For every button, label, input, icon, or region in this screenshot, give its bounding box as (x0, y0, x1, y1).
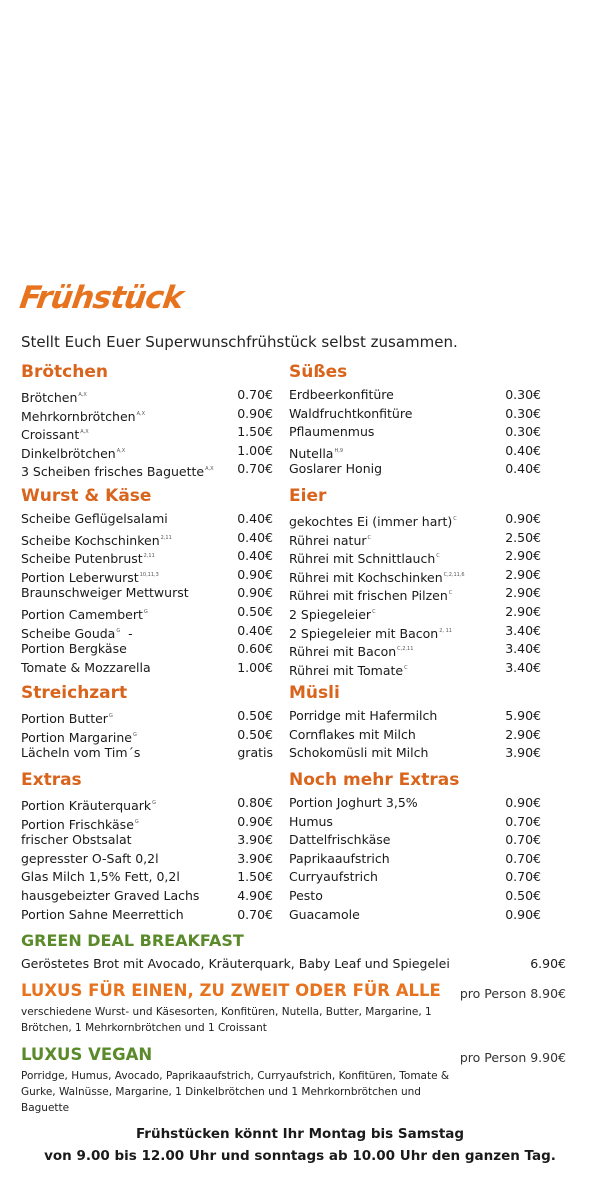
menu-item-price: 3.90€ (237, 850, 273, 866)
menu-item-name (21, 460, 214, 481)
luxus-price: pro Person 8.90€ (459, 986, 566, 1001)
menu-item-price: 0.50€ (237, 708, 273, 723)
menu-item-price: 0.40€ (237, 622, 273, 638)
item-name-text: Braunschweiger Mettwurst (21, 585, 189, 601)
item-name-text: Scheibe Geflügelsalami (21, 511, 168, 526)
green-deal-heading: GREEN DEAL BREAKFAST (21, 931, 244, 950)
menu-item (289, 460, 541, 478)
item-name-text: Dinkelbrötchen (21, 445, 116, 461)
menu-item-price: 1.00€ (237, 659, 273, 675)
allergen-codes: G (108, 713, 113, 719)
allergen-codes: A,X (116, 447, 126, 454)
item-name-text: 2 Spiegeleier (289, 607, 372, 622)
allergen-codes: 10,11,3 (139, 571, 159, 578)
menu-item-price: 0.70€ (505, 869, 541, 885)
menu-item-price: 1.50€ (237, 869, 273, 885)
menu-title: Frühstück (17, 280, 186, 316)
item-name-text: Portion Kräuterquark (21, 798, 152, 813)
item-name-text: Rührei mit Kochschinken (289, 569, 443, 585)
menu-item-price: 0.30€ (505, 424, 541, 440)
menu-item (289, 566, 541, 584)
menu-item-name (289, 744, 428, 762)
item-name-text: Pesto (289, 888, 323, 903)
item-name-text: Croissant (21, 427, 80, 443)
right-column (289, 362, 541, 922)
menu-item-price: 0.70€ (505, 832, 541, 848)
menu-item (21, 794, 273, 812)
menu-item (21, 659, 273, 677)
menu-item-price: 0.40€ (237, 548, 273, 564)
menu-item (21, 813, 273, 831)
item-name-text: Lächeln vom Tim´s (21, 745, 141, 761)
menu-item-name (289, 850, 390, 868)
item-name-text: Portion Bergkäse (21, 641, 127, 657)
footer-hours-line1: Frühstücken könnt Ihr Montag bis Samstag (135, 1126, 465, 1142)
menu-item-price: 0.70€ (237, 906, 273, 922)
item-name-text: gepresster O-Saft 0,2l (21, 850, 159, 866)
item-name-text: frischer Obstsalat (21, 832, 132, 848)
menu-item (289, 640, 541, 658)
allergen-codes: G (143, 609, 148, 615)
menu-item-price: 1.00€ (237, 442, 273, 458)
allergen-codes: C,2,11 (397, 646, 414, 653)
item-name-text: Rührei mit frischen Pilzen (289, 588, 448, 604)
menu-item-name (289, 906, 360, 924)
menu-item-name (289, 659, 408, 680)
item-name-text: Portion Margarine (21, 729, 132, 745)
item-name-text: hausgebeizter Graved Lachs (21, 888, 200, 903)
menu-item (289, 547, 541, 565)
menu-item (289, 707, 541, 725)
menu-item-name (21, 831, 132, 849)
menu-item (289, 726, 541, 744)
menu-item-name (21, 659, 151, 677)
vegan-description: Porridge, Humus, Avocado, Paprikaaufstrich, Curryaufstrich, Konfitüren, Tomate & Gurke, Walnüsse, Margarine, 1 Dinkelbrötchen und 1 Mehrkornbrötchen und Baguette (21, 1070, 450, 1114)
menu-item (289, 405, 541, 423)
allergen-codes: 2,11 (160, 534, 172, 541)
allergen-codes: A,X (80, 429, 89, 436)
menu-item (289, 794, 541, 812)
menu-item (289, 850, 541, 868)
allergen-codes: C (404, 664, 408, 671)
menu-item-name (289, 868, 378, 886)
menu-item-price: 0.90€ (505, 795, 541, 810)
menu-item-price: 2.50€ (505, 529, 541, 545)
luxus-heading: LUXUS FÜR EINEN, ZU ZWEIT ODER FÜR ALLE (21, 981, 441, 1000)
menu-item-price: 0.30€ (505, 387, 541, 402)
menu-item-price: 0.70€ (237, 387, 273, 402)
menu-item-price: 3.40€ (505, 641, 541, 657)
menu-item-price: 3.40€ (505, 659, 541, 675)
menu-item (21, 868, 273, 886)
item-name-text: Nutella (289, 445, 334, 461)
menu-item-name (21, 584, 189, 602)
menu-item-name (289, 386, 394, 404)
menu-item (21, 906, 273, 924)
allergen-codes: 2, 11 (439, 627, 452, 634)
menu-item (21, 831, 273, 849)
menu-item-price: 0.70€ (237, 461, 273, 477)
allergen-codes: C (436, 553, 440, 560)
menu-item (21, 529, 273, 547)
menu-item-price: 1.50€ (237, 424, 273, 440)
menu-item-price: 0.40€ (237, 529, 273, 545)
menu-item-price: 3.40€ (505, 622, 541, 638)
menu-item-name (289, 707, 437, 725)
menu-item-price: 2.90€ (505, 726, 541, 742)
allergen-codes: A,X (78, 392, 87, 398)
item-name-text: Scheibe Putenbrust (21, 551, 143, 567)
item-name-text: Mehrkornbrötchen (21, 408, 136, 424)
allergen-codes: C (372, 609, 376, 615)
menu-item-price: 0.90€ (237, 405, 273, 421)
luxus-description: verschiedene Wurst- und Käsesorten, Konfitüren, Nutella, Butter, Margarine, 1 Brötchen, 1 Mehrkornbrötchen und 1 Croissant (21, 1006, 432, 1034)
section-heading-eier: Eier (289, 486, 327, 506)
item-name-text: Dattelfrischkäse (289, 832, 391, 848)
menu-item (21, 423, 273, 441)
item-name-text: Porridge mit Hafermilch (289, 708, 438, 723)
menu-item-name (289, 405, 412, 423)
menu-item (289, 584, 541, 602)
section-heading-noch-mehr-extras: Noch mehr Extras (289, 770, 460, 790)
item-name-text: Rührei mit Bacon (289, 644, 397, 660)
menu-item (21, 744, 273, 762)
menu-item (21, 460, 273, 478)
menu-item (289, 831, 541, 849)
menu-item-name (289, 460, 382, 478)
item-name-text: Humus (289, 813, 333, 829)
item-name-text: Portion Frischkäse (21, 816, 134, 832)
menu-item-price: 0.50€ (237, 604, 273, 619)
menu-item-price: 0.50€ (505, 888, 541, 903)
item-name-text: Tomate & Mozzarella (21, 659, 151, 675)
allergen-codes: G (116, 627, 121, 634)
allergen-codes: G (134, 818, 139, 825)
menu-item-price: 5.90€ (505, 708, 541, 723)
menu-item-name (21, 868, 180, 886)
menu-item-price: 0.90€ (505, 906, 541, 922)
item-extra-mark: - (120, 625, 133, 641)
allergen-codes: A,X (136, 410, 146, 417)
section-heading-wurst-kaese: Wurst & Käse (21, 486, 152, 506)
menu-item (21, 707, 273, 725)
menu-item-name (289, 813, 333, 831)
allergen-codes: C (448, 590, 453, 597)
menu-item-price: 0.90€ (505, 511, 541, 526)
allergen-codes: G (132, 731, 137, 738)
menu-item-name (21, 640, 127, 658)
item-name-text: Erdbeerkonfitüre (289, 387, 394, 402)
menu-item (289, 659, 541, 677)
menu-item-name (21, 510, 168, 528)
allergen-codes: 2,11 (143, 553, 155, 560)
vegan-price: pro Person 9.90€ (459, 1050, 566, 1065)
item-name-text: Portion Butter (21, 711, 108, 726)
menu-item-price: 0.60€ (237, 641, 273, 657)
allergen-codes: C (367, 534, 372, 541)
left-column (21, 362, 273, 922)
item-name-text: Portion Joghurt 3,5% (289, 795, 418, 810)
menu-item (289, 442, 541, 460)
menu-item-price: 0.80€ (237, 795, 273, 810)
menu-item (21, 887, 273, 905)
menu-item (289, 510, 541, 528)
section-heading-streichzart: Streichzart (21, 683, 128, 703)
item-name-text: Pflaumenmus (289, 424, 375, 440)
item-name-text: Scheibe Gouda (21, 625, 116, 641)
footer-hours-line2: von 9.00 bis 12.00 Uhr und sonntags ab 10.00 Uhr den ganzen Tag. (44, 1148, 556, 1164)
menu-item-price: 4.90€ (237, 888, 273, 903)
allergen-codes: G (152, 800, 156, 806)
item-name-text: 3 Scheiben frisches Baguette (21, 464, 205, 480)
menu-item-name (21, 744, 140, 762)
menu-item (289, 529, 541, 547)
menu-item-price: 0.40€ (505, 442, 541, 458)
green-deal-description: Geröstetes Brot mit Avocado, Kräuterquark, Baby Leaf und Spiegelei (21, 956, 450, 971)
menu-item (289, 813, 541, 831)
allergen-codes: C,2,11,6 (443, 571, 465, 578)
menu-item-name (289, 423, 374, 441)
menu-item (21, 566, 273, 584)
menu-item (21, 547, 273, 565)
menu-item-name (289, 794, 418, 812)
menu-item (21, 603, 273, 621)
section-heading-suesses: Süßes (289, 362, 348, 382)
menu-item-name (21, 906, 184, 924)
menu-item (289, 906, 541, 924)
menu-item (289, 887, 541, 905)
item-name-text: Guacamole (289, 906, 360, 922)
menu-item-price: 3.90€ (237, 832, 273, 848)
item-name-text: Curryaufstrich (289, 869, 378, 885)
menu-item (21, 510, 273, 528)
item-name-text: Portion Sahne Meerrettich (21, 906, 184, 922)
menu-item-price: 0.40€ (237, 511, 273, 526)
menu-item-price: gratis (237, 745, 273, 761)
menu-item-price: 0.40€ (505, 461, 541, 477)
item-name-text: Paprikaaufstrich (289, 850, 390, 866)
menu-item-price: 0.50€ (237, 726, 273, 742)
menu-item (21, 386, 273, 404)
item-name-text: Brötchen (21, 390, 78, 405)
menu-item-price: 0.70€ (505, 813, 541, 829)
menu-item-price: 0.30€ (505, 405, 541, 421)
section-heading-muesli: Müsli (289, 683, 340, 703)
green-deal-price: 6.90€ (530, 956, 566, 971)
menu-item (21, 640, 273, 658)
section-heading-extras: Extras (21, 770, 82, 790)
menu-item-name (289, 726, 416, 744)
item-name-text: Rührei mit Schnittlauch (289, 551, 436, 567)
menu-item (21, 442, 273, 460)
menu-item (21, 622, 273, 640)
allergen-codes: C (453, 516, 457, 522)
section-heading-broetchen: Brötchen (21, 362, 108, 382)
menu-item-price: 3.90€ (505, 745, 541, 761)
item-name-text: Cornflakes mit Milch (289, 726, 416, 742)
menu-item-price: 0.90€ (237, 813, 273, 829)
menu-item-price: 2.90€ (505, 548, 541, 564)
allergen-codes: H,9 (334, 447, 344, 454)
intro-text: Stellt Euch Euer Superwunschfrühstück selbst zusammen. (21, 333, 458, 351)
menu-item-price: 2.90€ (505, 604, 541, 619)
vegan-heading: LUXUS VEGAN (21, 1045, 153, 1064)
menu-item (289, 386, 541, 404)
item-name-text: Waldfruchtkonfitüre (289, 405, 413, 421)
menu-item-price: 2.90€ (505, 566, 541, 582)
item-name-text: Goslarer Honig (289, 461, 383, 477)
item-name-text: Rührei mit Tomate (289, 662, 404, 678)
item-name-text: Rührei natur (289, 532, 367, 548)
item-name-text: Scheibe Kochschinken (21, 532, 160, 548)
menu-item-price: 0.70€ (505, 850, 541, 866)
allergen-codes: A,X (205, 466, 214, 473)
menu-item-price: 0.90€ (237, 566, 273, 582)
item-name-text: Portion Camembert (21, 607, 143, 622)
menu-item-name (21, 887, 199, 905)
item-name-text: Glas Milch 1,5% Fett, 0,2l (21, 869, 180, 885)
menu-item (21, 405, 273, 423)
menu-item (289, 868, 541, 886)
menu-item (21, 850, 273, 868)
item-name-text: Schokomüsli mit Milch (289, 745, 429, 761)
menu-item-price: 2.90€ (505, 585, 541, 601)
menu-item (21, 584, 273, 602)
menu-item-name (289, 887, 323, 905)
menu-item-price: 0.90€ (237, 585, 273, 601)
menu-item (289, 744, 541, 762)
menu-item-name (21, 850, 159, 868)
menu-item (289, 622, 541, 640)
menu-item-name (289, 831, 390, 849)
menu-item (21, 726, 273, 744)
item-name-text: gekochtes Ei (immer hart) (289, 514, 453, 529)
menu-item (289, 423, 541, 441)
item-name-text: Portion Leberwurst (21, 569, 139, 585)
menu-item (289, 603, 541, 621)
item-name-text: 2 Spiegeleier mit Bacon (289, 625, 439, 641)
